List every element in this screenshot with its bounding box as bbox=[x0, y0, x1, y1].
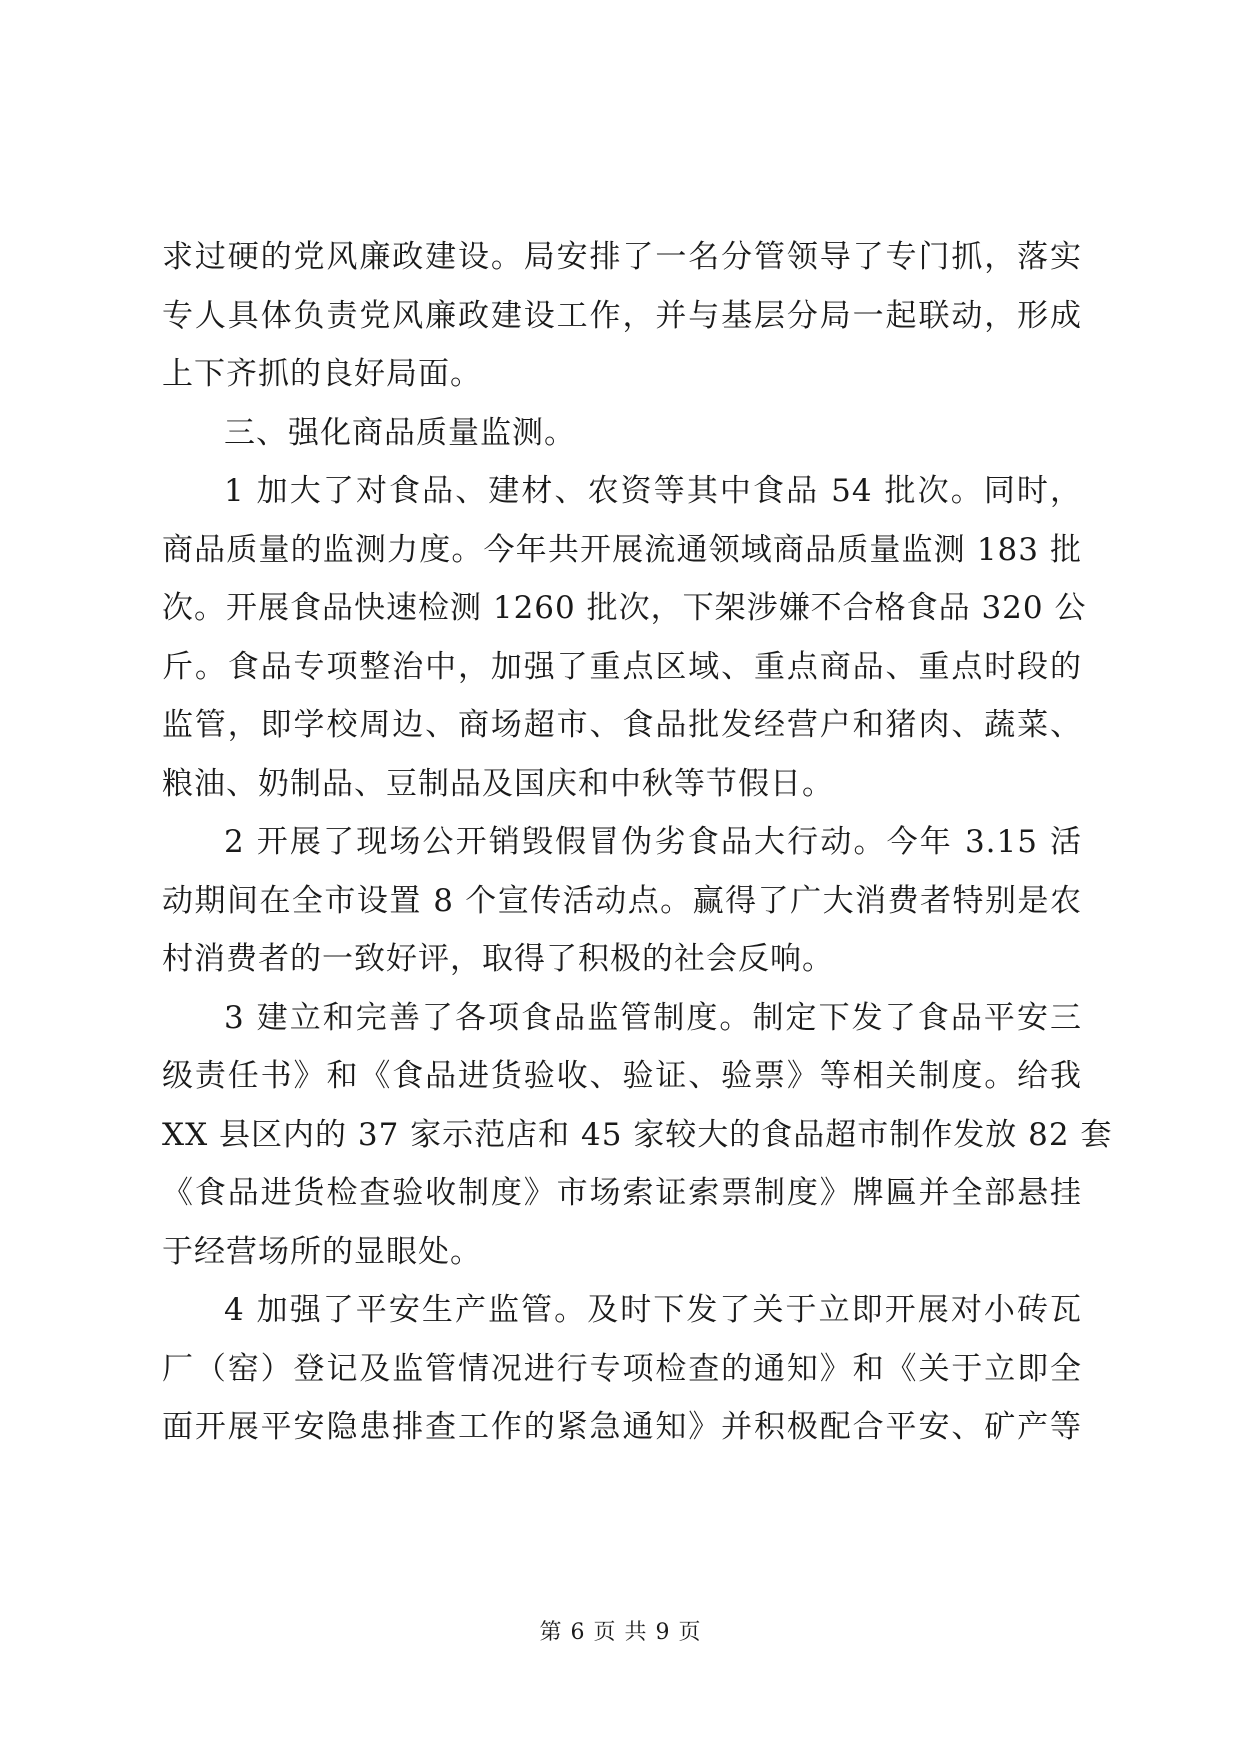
text-line: 1 加大了对食品、建材、农资等其中食品 54 批次。同时， bbox=[224, 473, 1082, 509]
text-line: 2 开展了现场公开销毁假冒伪劣食品大行动。今年 3.15 活 bbox=[224, 824, 1082, 860]
text-line: 4 加强了平安生产监管。及时下发了关于立即开展对小砖瓦 bbox=[224, 1292, 1082, 1328]
text-line: XX 县区内的 37 家示范店和 45 家较大的食品超市制作发放 82 套 bbox=[162, 1116, 1113, 1153]
text-line: 商品质量的监测力度。今年共开展流通领域商品质量监测 183 批 bbox=[162, 531, 1082, 568]
text-line: 《食品进货检查验收制度》市场索证索票制度》牌匾并全部悬挂 bbox=[162, 1175, 1082, 1211]
text-line: 村消费者的一致好评，取得了积极的社会反响。 bbox=[162, 941, 834, 977]
text-line: 三、强化商品质量监测。 bbox=[224, 414, 576, 451]
text-line: 面开展平安隐患排查工作的紧急通知》并积极配合平安、矿产等 bbox=[162, 1409, 1082, 1445]
text-line: 监管，即学校周边、商场超市、食品批发经营户和猪肉、蔬菜、 bbox=[162, 707, 1082, 743]
text-line: 粮油、奶制品、豆制品及国庆和中秋等节假日。 bbox=[162, 765, 834, 802]
text-line: 专人具体负责党风廉政建设工作，并与基层分局一起联动，形成 bbox=[162, 297, 1082, 334]
text-line: 斤。食品专项整治中，加强了重点区域、重点商品、重点时段的 bbox=[162, 648, 1082, 685]
text-line: 级责任书》和《食品进货验收、验证、验票》等相关制度。给我 bbox=[162, 1058, 1082, 1094]
text-line: 求过硬的党风廉政建设。局安排了一名分管领导了专门抓，落实 bbox=[162, 239, 1082, 275]
page-footer: 第 6 页 共 9 页 bbox=[539, 1620, 702, 1645]
text-line: 厂（窑）登记及监管情况进行专项检查的通知》和《关于立即全 bbox=[162, 1350, 1082, 1387]
text-line: 于经营场所的显眼处。 bbox=[162, 1233, 482, 1270]
text-line: 次。开展食品快速检测 1260 批次，下架涉嫌不合格食品 320 公 bbox=[162, 590, 1087, 626]
text-line: 上下齐抓的良好局面。 bbox=[162, 356, 482, 392]
text-line: 动期间在全市设置 8 个宣传活动点。赢得了广大消费者特别是农 bbox=[162, 882, 1082, 919]
body-text bbox=[162, 228, 1113, 1457]
text-line: 3 建立和完善了各项食品监管制度。制定下发了食品平安三 bbox=[224, 999, 1082, 1036]
